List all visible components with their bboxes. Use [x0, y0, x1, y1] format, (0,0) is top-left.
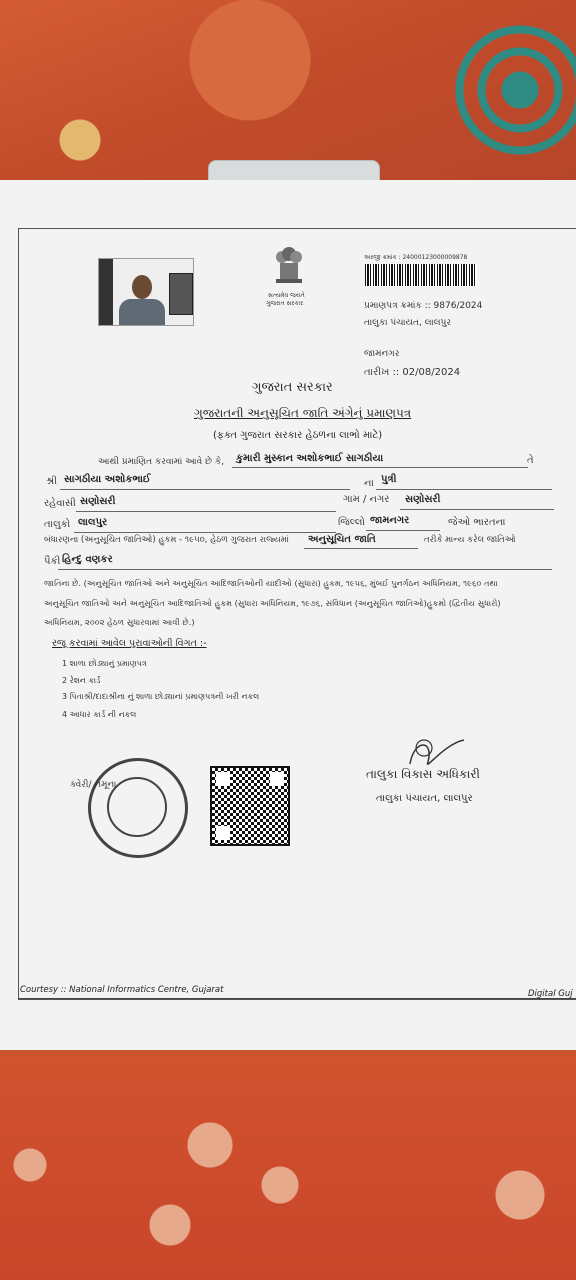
te-text: તે [527, 455, 534, 466]
paiki-label: પૈકી [44, 556, 61, 567]
district-value: જામનગર [370, 515, 410, 526]
resident-label: રહેવાસી [44, 498, 76, 509]
documents-heading: રજૂ કરવામાં આવેલ પુરાવાઓની વિગત :- [52, 638, 207, 649]
legal-text-2: અનુસૂચિત જાતિઓ અને અનુસૂચિત આદિજાતિઓ હુકમ (સુધારા અધિનિયમ, ૧૯૭૬, સંવિધાન (અનુસૂચિત જાતિઓ)હુકમો (દ્વિતીય સુધારો) [44, 598, 501, 608]
taluka-value: લાલપુર [78, 517, 108, 528]
barcode [365, 264, 477, 286]
recognized-text: તરીકે માન્ય કરેલ જાતિઓ [424, 535, 516, 545]
legal-text-3: અધિનિયમ, ૨૦૦૨ હેઠળ સુધારવામાં આવી છે.) [44, 617, 195, 627]
officer-title: તાલુકા વિકાસ અધિકારી [366, 767, 480, 781]
state-emblem-icon [264, 243, 314, 293]
officer-office: તાલુકા પંચાયત, લાલપુર [376, 793, 473, 804]
district-label: જિલ્લો [338, 517, 365, 528]
emblem-text: સત્યમેવ જયતે [268, 292, 305, 299]
document-item: 2 રેશન કાર્ડ [62, 676, 101, 685]
na-label: ના [364, 478, 374, 489]
office-seal [88, 758, 188, 858]
village-value: સણોસરી [405, 494, 441, 505]
issue-date: તારીખ :: 02/08/2024 [364, 367, 461, 378]
government-heading: ગુજરાત સરકાર [252, 380, 333, 395]
certificate-number: પ્રમાણપત્ર ક્રમાંક :: 9876/2024 [364, 301, 483, 311]
emblem-govt-text: ગુજરાત સરકાર [266, 300, 304, 307]
father-name: સાગઠીયા અશોકભાઈ [64, 474, 151, 485]
document-item: 4 આધાર કાર્ડ ની નકલ [62, 710, 137, 719]
applicant-name: કુમારી મુસ્કાન અશોકભાઈ સાગઠીયા [236, 453, 384, 464]
order-text: બંધારણના (અનુસૂચિત જાતિઓ) હુકમ - ૧૯૫૦, હેઠળ ગુજરાત રાજ્યમાં [44, 535, 289, 545]
caste-category: અનુસૂચિત જાતિ [308, 534, 376, 545]
digital-footer: Digital Guj [528, 989, 573, 999]
taluka-label: તાલુકો [44, 519, 71, 530]
certificate-title: ગુજરાતની અનુસૂચિત જાતિ અંગેનું પ્રમાણપત્ર [194, 406, 412, 420]
shri-label: શ્રી [46, 476, 58, 487]
barcode-label: અરજી ક્રમાંક : 24000123000009878 [364, 254, 468, 261]
district-header: જામનગર [364, 349, 400, 359]
applicant-photo [98, 258, 194, 326]
relation: પુત્રી [381, 474, 397, 485]
document-item: 1 શાળા છોડ્યાનું પ્રમાણપત્ર [62, 659, 147, 668]
village-label: ગામ / નગર [343, 494, 390, 505]
seal-label: ક્વેરી/ નમૂના [70, 780, 117, 790]
courtesy-footer: Courtesy :: National Informatics Centre, Gujarat [20, 985, 224, 995]
certify-text: આથી પ્રમાણિત કરવામાં આવે છે કે, [98, 457, 225, 467]
bharat-text: જેઓ ભારતના [448, 517, 506, 528]
caste-value: હિન્દુ વણકર [62, 554, 113, 565]
certificate-subtitle: (ફક્ત ગુજરાત સરકાર હેઠળના લાભો માટે) [213, 430, 383, 441]
document-item: 3 પિતાશ્રી/દાદાશ્રીના નું શાળા છોડ્યાનાં પ્રમાણપત્રની ખરી નકલ [62, 692, 260, 701]
background-cloth-bottom [0, 1055, 576, 1280]
qr-code [210, 766, 290, 846]
issuing-office: તાલુકા પંચાયત, લાલપુર [364, 318, 452, 328]
legal-text-1: જાતિના છે. (અનુસૂચિત જાતિઓ અને અનુસૂચિત આદિજાતિઓની યાદીઓ (સુધારા) હુકમ, ૧૯૫૬, મુંબઈ પુનર્ગઠન અધિનિયમ, ૧૯૬૦ તથા [44, 578, 498, 588]
certificate-border [18, 228, 576, 1000]
resident-village: સણોસરી [80, 496, 116, 507]
